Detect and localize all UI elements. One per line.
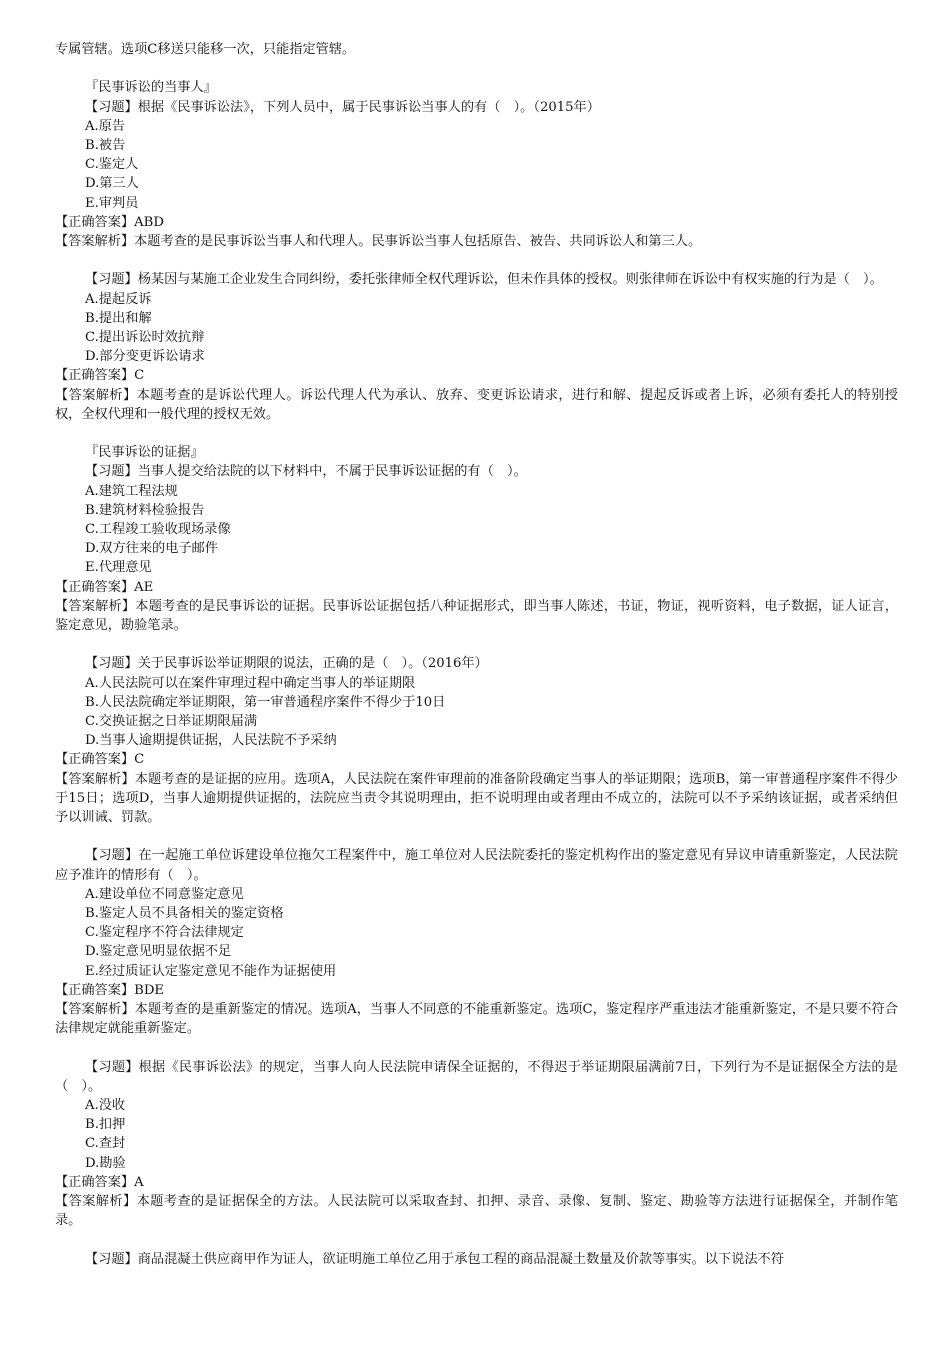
spacer xyxy=(55,59,898,78)
question-stem: 【习题】杨某因与某施工企业发生合同纠纷，委托张律师全权代理诉讼，但未作具体的授权。则张律师在诉讼中有权实施的行为是（ ）。 xyxy=(85,272,883,288)
option-c: C.工程竣工验收现场录像 xyxy=(85,522,231,538)
option-c: C.鉴定程序不符合法律规定 xyxy=(85,925,244,941)
spacer xyxy=(55,1231,898,1250)
option-c: C.鉴定人 xyxy=(85,157,139,173)
option-c: C.交换证据之日举证期限届满 xyxy=(85,714,258,730)
option-a: A.提起反诉 xyxy=(85,291,152,307)
answer-analysis: 【答案解析】本题考查的是民事诉讼的证据。民事诉讼证据包括八种证据形式，即当事人陈述，书证，物证，视听资料，电子数据，证人证言，鉴定意见，勘验笔录。 xyxy=(55,598,898,634)
option-d: D.部分变更诉讼请求 xyxy=(85,349,205,365)
option-b: B.建筑材料检验报告 xyxy=(85,502,205,518)
option-d: D.鉴定意见明显依据不足 xyxy=(85,944,232,960)
option-c: C.提出诉讼时效抗辩 xyxy=(85,330,205,346)
answer-analysis: 【答案解析】本题考查的是证据的应用。选项A，人民法院在案件审理前的准备阶段确定当事人的举证期限；选项B，第一审普通程序案件不得少于15日；选项D，当事人逾期提供证据的，法院应当责令其说明理由，拒不说明理由或者理由不成立的，法院可以不予采纳该证据，或者采纳但予以训诫、罚款。 xyxy=(55,771,898,826)
correct-answer: 【正确答案】C xyxy=(55,752,145,768)
option-b: B.人民法院确定举证期限，第一审普通程序案件不得少于10日 xyxy=(85,694,446,710)
option-b: B.鉴定人员不具备相关的鉴定资格 xyxy=(85,906,284,922)
answer-analysis: 【答案解析】本题考查的是民事诉讼当事人和代理人。民事诉讼当事人包括原告、被告、共同诉讼人和第三人。 xyxy=(55,234,702,250)
section-heading: 『民事诉讼的当事人』 xyxy=(85,80,217,96)
option-b: B.被告 xyxy=(85,138,126,153)
question-stem-truncated: 【习题】商品混凝土供应商甲作为证人，欲证明施工单位乙用于承包工程的商品混凝土数量及价款等事实。以下说法不符 xyxy=(85,1251,784,1267)
spacer xyxy=(55,827,898,846)
option-a: A.人民法院可以在案件审理过程中确定当事人的举证期限 xyxy=(85,675,416,691)
question-stem: 【习题】在一起施工单位诉建设单位拖欠工程案件中，施工单位对人民法院委托的鉴定机构作出的鉴定意见有异议申请重新鉴定，人民法院应予准许的情形有（ ）。 xyxy=(55,848,898,883)
question-stem: 【习题】关于民事诉讼举证期限的说法，正确的是（ ）。（2016年） xyxy=(85,656,488,672)
spacer xyxy=(55,1038,898,1057)
spacer xyxy=(55,635,898,654)
intro-line: 专属管辖。选项C移送只能移一次，只能指定管辖。 xyxy=(55,42,356,57)
option-a: A.建设单位不同意鉴定意见 xyxy=(85,886,244,902)
correct-answer: 【正确答案】C xyxy=(55,368,145,384)
option-e: E.代理意见 xyxy=(85,560,152,576)
question-stem: 【习题】根据《民事诉讼法》的规定，当事人向人民法院申请保全证据的，不得迟于举证期限届满前7日，下列行为不是证据保全方法的是（ ）。 xyxy=(55,1059,898,1094)
answer-analysis: 【答案解析】本题考查的是诉讼代理人。诉讼代理人代为承认、放弃、变更诉讼请求，进行和解、提起反诉或者上诉，必须有委托人的特别授权，全权代理和一般代理的授权无效。 xyxy=(55,387,898,422)
option-d: D.勘验 xyxy=(85,1155,126,1171)
correct-answer: 【正确答案】BDE xyxy=(55,982,165,998)
option-e: E.审判员 xyxy=(85,195,139,211)
option-b: B.扣押 xyxy=(85,1117,126,1133)
section-heading: 『民事诉讼的证据』 xyxy=(85,445,204,461)
question-stem: 【习题】当事人提交给法院的以下材料中，不属于民事诉讼证据的有（ ）。 xyxy=(85,464,527,480)
option-a: A.原告 xyxy=(85,118,126,134)
spacer xyxy=(55,424,898,443)
correct-answer: 【正确答案】A xyxy=(55,1174,144,1190)
option-b: B.提出和解 xyxy=(85,310,152,326)
option-c: C.查封 xyxy=(85,1136,126,1152)
option-d: D.第三人 xyxy=(85,176,139,192)
correct-answer: 【正确答案】ABD xyxy=(55,214,164,230)
question-stem: 【习题】根据《民事诉讼法》，下列人员中，属于民事诉讼当事人的有（ ）。（2015年） xyxy=(85,99,600,115)
option-a: A.建筑工程法规 xyxy=(85,483,178,499)
option-d: D.当事人逾期提供证据，人民法院不予采纳 xyxy=(85,733,337,749)
option-d: D.双方往来的电子邮件 xyxy=(85,541,218,557)
answer-analysis: 【答案解析】本题考查的是证据保全的方法。人民法院可以采取查封、扣押、录音、录像、复制、鉴定、勘验等方法进行证据保全，并制作笔录。 xyxy=(55,1194,898,1229)
option-a: A.没收 xyxy=(85,1098,126,1114)
option-e: E.经过质证认定鉴定意见不能作为证据使用 xyxy=(85,963,337,979)
correct-answer: 【正确答案】AE xyxy=(55,579,154,595)
spacer xyxy=(55,251,898,270)
answer-analysis: 【答案解析】本题考查的是重新鉴定的情况。选项A，当事人不同意的不能重新鉴定。选项C，鉴定程序严重违法才能重新鉴定，不是只要不符合法律规定就能重新鉴定。 xyxy=(55,1002,898,1037)
